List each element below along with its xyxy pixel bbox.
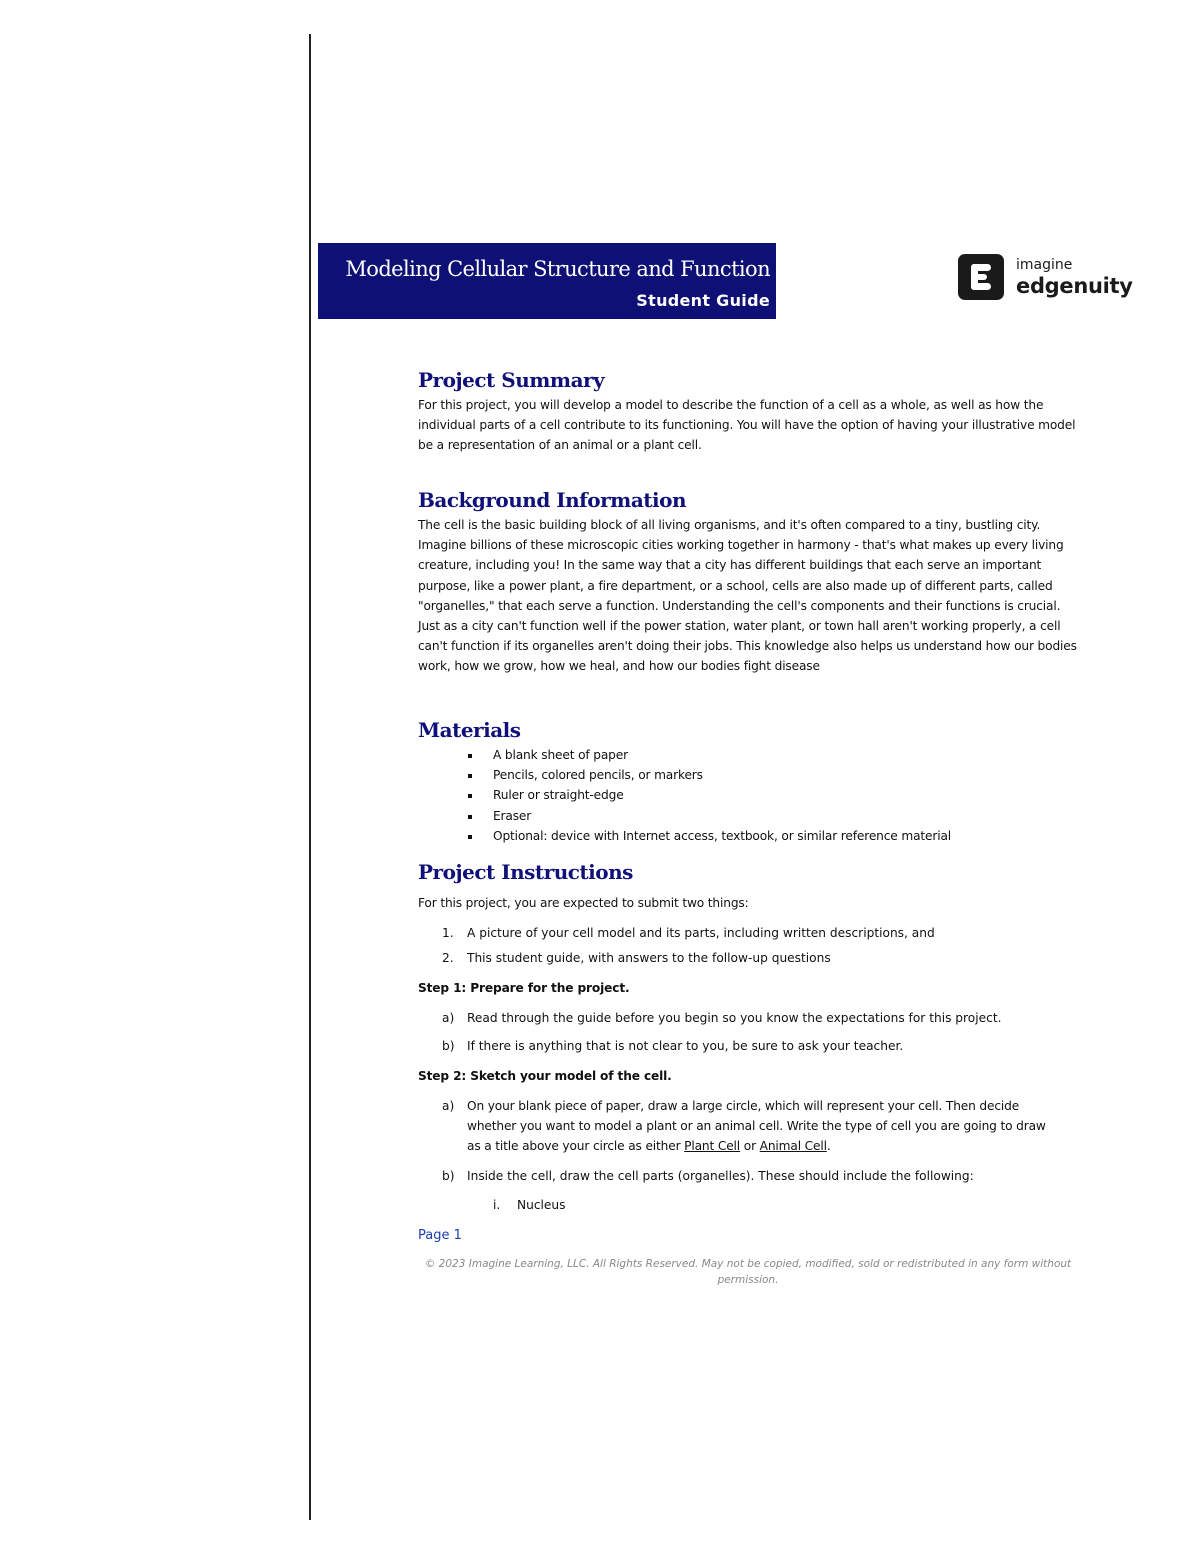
imagine-edgenuity-logo	[958, 254, 1133, 304]
document-subtitle: Student Guide	[636, 291, 770, 310]
summary-text: For this project, you will develop a model to describe the function of a cell as a whole, as well as how the individual parts of a cell contribute to its functioning. You will have the option of having your illustrative model be a representation of an animal or a plant cell.	[418, 398, 1076, 453]
title-banner	[318, 243, 776, 319]
materials-list	[466, 745, 951, 846]
list-item: Optional: device with Internet access, textbook, or similar reference material	[466, 826, 951, 846]
step1-heading: Step 1: Prepare for the project.	[418, 981, 630, 995]
logo-text-edgenuity: edgenuity	[1016, 274, 1133, 298]
animal-cell-option: Animal Cell	[759, 1139, 827, 1154]
plant-cell-option: Plant Cell	[684, 1139, 741, 1154]
document-title: Modeling Cellular Structure and Function	[345, 257, 770, 281]
list-item: Pencils, colored pencils, or markers	[466, 765, 951, 785]
copyright-notice: © 2023 Imagine Learning, LLC. All Rights Reserved. May not be copied, modified, sold or redistributed in any form without permission.	[424, 1258, 1072, 1286]
step2-item-a-text: On your blank piece of paper, draw a large circle, which will represent your cell. Then decide whether you want to model a plant or an animal cell. Write the type of cell you are going to draw as a title above your circle as either Plant Cell or Animal Cell.	[467, 1099, 1046, 1154]
list-item: A blank sheet of paper	[466, 745, 951, 765]
list-item: Eraser	[466, 806, 951, 826]
instructions-intro: For this project, you are expected to submit two things:	[418, 896, 749, 910]
page-number: Page 1	[418, 1228, 462, 1243]
list-item: Ruler or straight-edge	[466, 785, 951, 805]
page-margin-rule	[309, 34, 311, 1520]
logo-text-imagine: imagine	[1016, 257, 1073, 273]
background-text: The cell is the basic building block of all living organisms, and it's often compared to a tiny, bustling city. Imagine billions of these microscopic cities working together in harmony - that's what makes up every living creature, including you! In the same way that a city has different buildings that each serve an important purpose, like a power plant, a fire department, or a school, cells are also made up of different parts, called "organelles," that each serve a function. Understanding the cell's components and their functions is crucial. Just as a city can't function well if the power station, water plant, or town hall aren't working properly, a cell can't function if its organelles aren't doing their jobs. This knowledge also helps us understand how our bodies work, how we grow, how we heal, and how our bodies fight disease	[418, 518, 1077, 674]
materials-heading: Materials	[418, 718, 521, 742]
background-heading: Background Information	[418, 488, 687, 512]
edgenuity-e-icon	[958, 254, 1004, 300]
summary-heading: Project Summary	[418, 368, 605, 392]
step2-heading: Step 2: Sketch your model of the cell.	[418, 1069, 672, 1083]
instructions-heading: Project Instructions	[418, 860, 633, 884]
